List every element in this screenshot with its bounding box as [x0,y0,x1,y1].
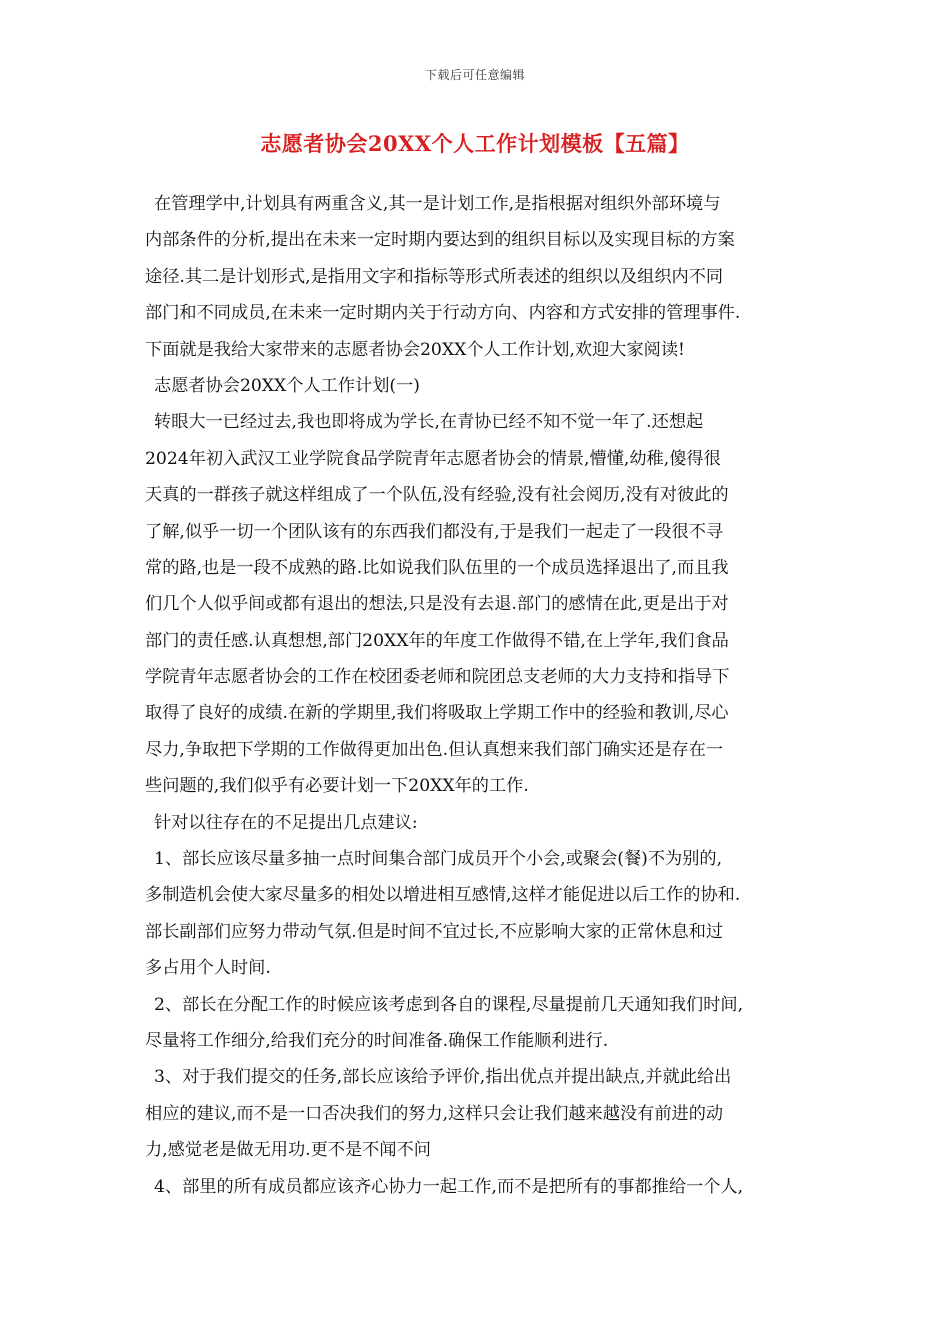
text-line: 部门和不同成员,在未来一定时期内关于行动方向、内容和方式安排的管理事件. [145,303,741,324]
text-line: 转眼大一已经过去,我也即将成为学长,在青协已经不知不觉一年了.还想起 [154,412,704,433]
text-line: 取得了良好的成绩.在新的学期里,我们将吸取上学期工作中的经验和教训,尽心 [145,703,729,724]
text-line: 4、部里的所有成员都应该齐心协力一起工作,而不是把所有的事都推给一个人, [154,1176,744,1197]
text-line: 下面就是我给大家带来的志愿者协会20XX个人工作计划,欢迎大家阅读! [145,339,685,360]
text-line: 1、部长应该尽量多抽一点时间集合部门成员开个小会,或聚会(餐)不为别的, [154,849,723,870]
text-line: 在管理学中,计划具有两重含义,其一是计划工作,是指根据对组织外部环境与 [154,194,721,214]
text-line: 2、部长在分配工作的时候应该考虑到各自的课程,尽量提前几天通知我们时间, [154,994,744,1015]
document-body [145,186,813,1205]
text-line: 尽力,争取把下学期的工作做得更加出色.但认真想来我们部门确实还是存在一 [145,739,724,760]
text-line: 们几个人似乎间或都有退出的想法,只是没有去退.部门的感情在此,更是出于对 [145,594,729,615]
document-title: 志愿者协会20XX个人工作计划模板【五篇】 [260,131,690,156]
text-line: 途径.其二是计划形式,是指用文字和指标等形式所表述的组织以及组织内不同 [145,266,724,287]
text-line: 了解,似乎一切一个团队该有的东西我们都没有,于是我们一起走了一段很不寻 [145,521,724,542]
text-line: 学院青年志愿者协会的工作在校团委老师和院团总支老师的大力支持和指导下 [145,667,730,688]
text-line: 多制造机会使大家尽量多的相处以增进相互感情,这样才能促进以后工作的协和. [145,885,741,906]
text-line: 部长副部们应努力带动气氛.但是时间不宜过长,不应影响大家的正常休息和过 [145,921,724,942]
text-line: 些问题的,我们似乎有必要计划一下20XX年的工作. [145,776,529,797]
text-line: 内部条件的分析,提出在未来一定时期内要达到的组织目标以及实现目标的方案 [145,230,735,251]
text-line: 2024年初入武汉工业学院食品学院青年志愿者协会的情景,懵懂,幼稚,傻得很 [145,448,721,469]
text-line: 多占用个人时间. [145,958,271,979]
text-line: 志愿者协会20XX个人工作计划(一) [154,375,421,396]
text-line: 常的路,也是一段不成熟的路.比如说我们队伍里的一个成员选择退出了,而且我 [145,557,729,578]
text-line: 尽量将工作细分,给我们充分的时间准备.确保工作能顺利进行. [145,1030,609,1051]
text-line: 力,感觉老是做无用功.更不是不闻不问 [145,1140,431,1161]
text-line: 天真的一群孩子就这样组成了一个队伍,没有经验,没有社会阅历,没有对彼此的 [145,485,729,506]
text-line: 针对以往存在的不足提出几点建议: [154,812,418,833]
text-line: 部门的责任感.认真想想,部门20XX年的年度工作做得不错,在上学年,我们食品 [145,630,729,651]
text-line: 3、对于我们提交的任务,部长应该给予评价,指出优点并提出缺点,并就此给出 [154,1067,732,1088]
text-line: 相应的建议,而不是一口否决我们的努力,这样只会让我们越来越没有前进的动 [145,1103,724,1124]
header-note: 下载后可任意编辑 [424,68,525,82]
